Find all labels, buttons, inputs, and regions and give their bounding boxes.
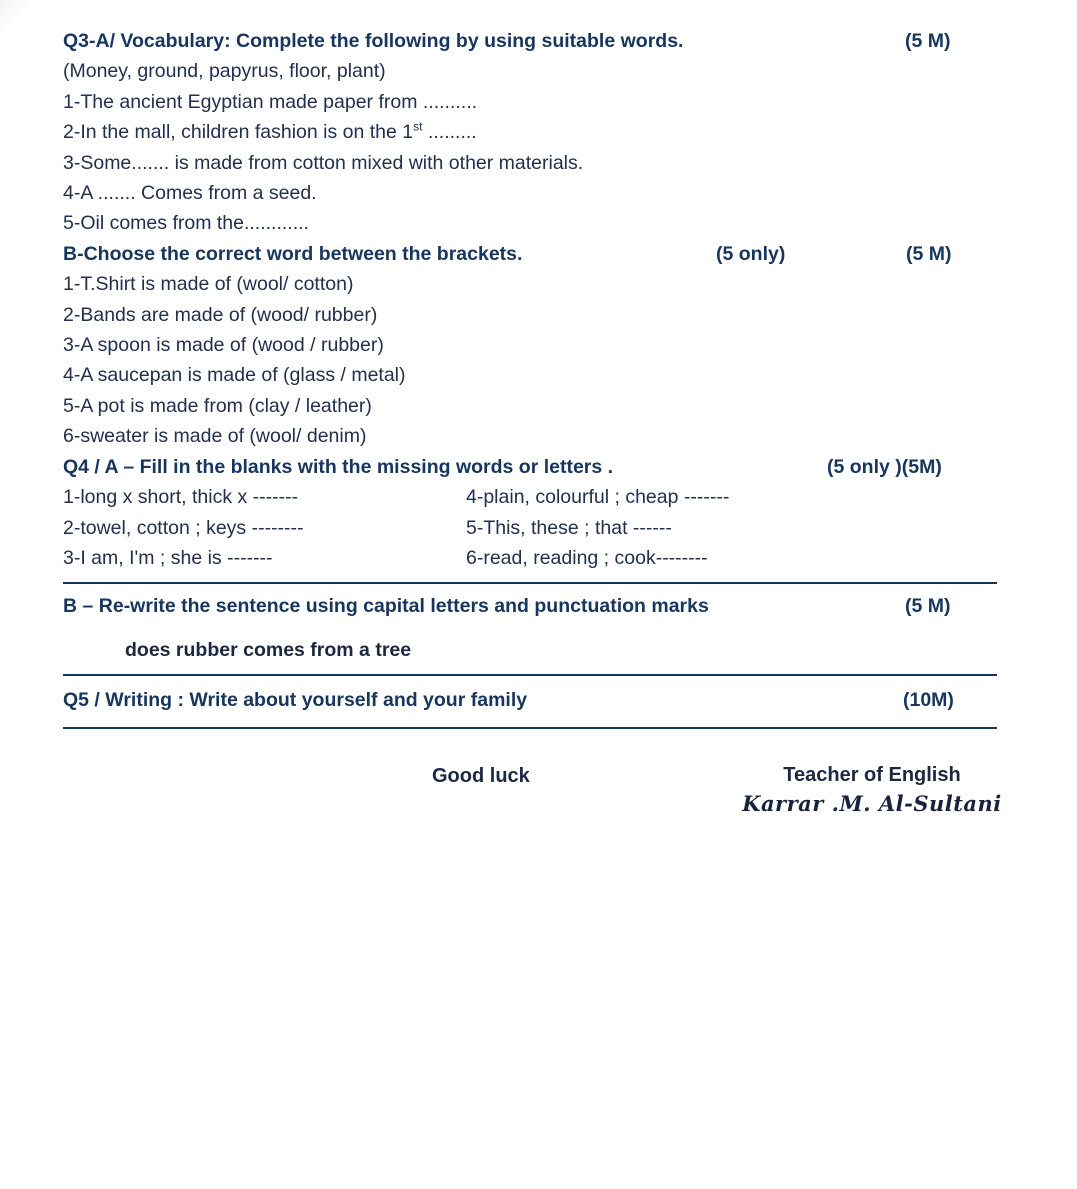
q3b-marks: (5 M) bbox=[906, 242, 952, 265]
q3b-heading-row bbox=[63, 239, 997, 269]
q4a-item-1: 1-long x short, thick x ------- bbox=[63, 486, 299, 509]
q5-heading-row bbox=[63, 676, 997, 726]
rule-below-q5 bbox=[63, 727, 997, 729]
q4a-title: Q4 / A – Fill in the blanks with the missing words or letters . bbox=[63, 455, 614, 478]
q4a-items-left bbox=[63, 482, 466, 573]
q4b-heading-row bbox=[63, 584, 997, 623]
q4a-items-right bbox=[466, 482, 997, 573]
q4a-item-6: 6-read, reading ; cook-------- bbox=[466, 546, 708, 569]
q4b-title: B – Re-write the sentence using capital letters and punctuation marks bbox=[63, 595, 709, 618]
q4a-heading-row bbox=[63, 452, 997, 482]
q4a-item-2: 2-towel, cotton ; keys -------- bbox=[63, 516, 304, 539]
q3a-item-3: 3-Some....... is made from cotton mixed with other materials. bbox=[63, 151, 584, 174]
q3b-note: (5 only) bbox=[716, 242, 786, 265]
q3a-item-2 bbox=[63, 117, 997, 147]
q3b-item-1: 1-T.Shirt is made of (wool/ cotton) bbox=[63, 273, 354, 296]
q4b-sentence: does rubber comes from a tree bbox=[125, 638, 412, 661]
q4a-item-3: 3-I am, I'm ; she is ------- bbox=[63, 546, 273, 569]
q3a-title: Q3-A/ Vocabulary: Complete the following by using suitable words. bbox=[63, 30, 684, 52]
q3b-title: B-Choose the correct word between the brackets. bbox=[63, 242, 523, 265]
q3a-item-4: 4-A ....... Comes from a seed. bbox=[63, 182, 317, 205]
exam-footer bbox=[63, 761, 1002, 871]
q3b-item-3: 3-A spoon is made of (wood / rubber) bbox=[63, 334, 384, 357]
q3a-word-bank: (Money, ground, papyrus, floor, plant) bbox=[63, 60, 386, 83]
q5-marks: (10M) bbox=[903, 689, 954, 712]
q3a-heading-row bbox=[63, 26, 997, 56]
q3a-item-2-dots: ......... bbox=[422, 121, 477, 144]
q4a-items bbox=[63, 482, 997, 573]
q3a-item-5: 5-Oil comes from the............ bbox=[63, 212, 309, 235]
teacher-block bbox=[722, 761, 1022, 819]
teacher-signature: Karrar .M. Al-Sultani bbox=[742, 790, 1002, 816]
teacher-title: Teacher of English bbox=[783, 763, 961, 786]
q4a-item-4: 4-plain, colourful ; cheap ------- bbox=[466, 486, 730, 509]
q5-title: Q5 / Writing : Write about yourself and your family bbox=[63, 689, 528, 712]
q4a-marks: (5 only )(5M) bbox=[827, 455, 942, 478]
q3b-item-5: 5-A pot is made from (clay / leather) bbox=[63, 394, 372, 417]
q3b-item-2: 2-Bands are made of (wood/ rubber) bbox=[63, 303, 378, 326]
q4a-item-5: 5-This, these ; that ------ bbox=[466, 516, 672, 539]
q3b-item-4: 4-A saucepan is made of (glass / metal) bbox=[63, 364, 406, 387]
q3a-item-2-ordinal: st bbox=[413, 119, 423, 134]
q3b-item-6: 6-sweater is made of (wool/ denim) bbox=[63, 425, 367, 448]
q3a-item-1: 1-The ancient Egyptian made paper from .......... bbox=[63, 90, 478, 113]
good-luck-text: Good luck bbox=[432, 764, 530, 787]
q3a-item-2-text: 2-In the mall, children fashion is on the 1 bbox=[63, 121, 414, 144]
q4b-marks: (5 M) bbox=[905, 595, 951, 618]
q3a-marks: (5 M) bbox=[905, 30, 951, 52]
